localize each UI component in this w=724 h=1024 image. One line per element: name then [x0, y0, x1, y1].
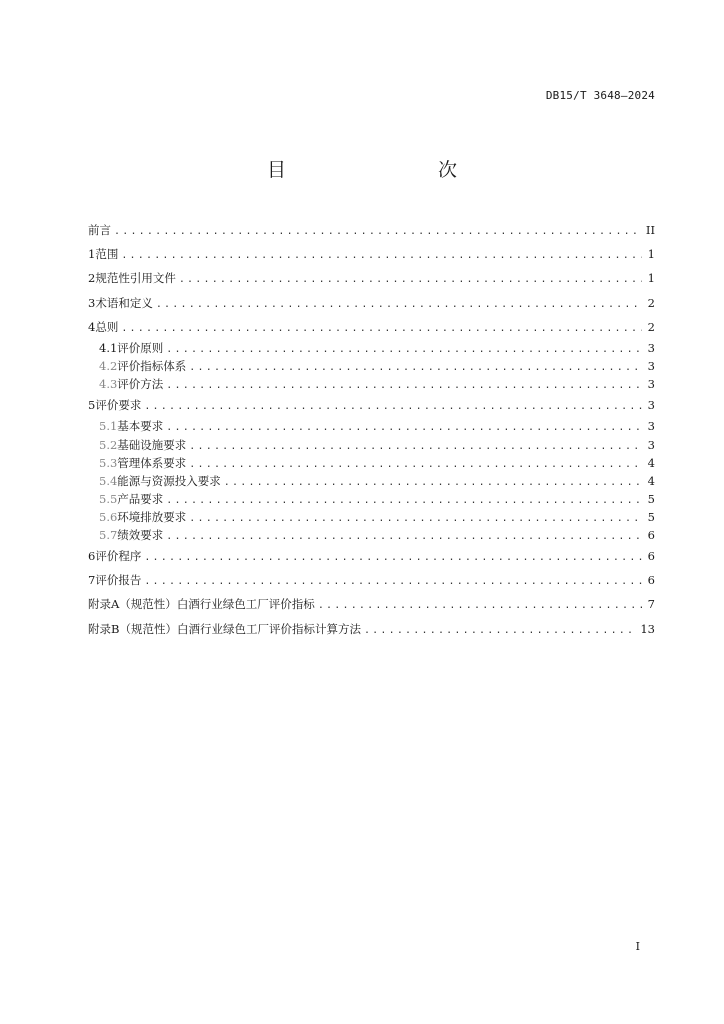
- toc-entry-5-6[interactable]: [88, 508, 655, 526]
- dot-leader: [144, 546, 642, 570]
- dot-leader: [121, 244, 642, 268]
- dot-leader: [144, 570, 642, 594]
- toc-entry-label: 评价指标体系: [117, 359, 187, 374]
- table-of-contents: [88, 218, 655, 641]
- toc-entry-5-7[interactable]: [88, 526, 655, 544]
- toc-entry-number: 7: [88, 573, 96, 588]
- toc-entry-4-2[interactable]: [88, 357, 655, 375]
- toc-entry-label: 评价原则: [117, 340, 164, 355]
- toc-entry-4-1[interactable]: [88, 339, 655, 357]
- toc-entry-3[interactable]: [88, 291, 655, 315]
- toc-entry-number: 3: [88, 295, 96, 310]
- toc-entry-label: 能源与资源投入要求: [117, 473, 221, 488]
- toc-title: 目 次: [266, 159, 495, 181]
- toc-entry-number: 5.5: [99, 491, 118, 506]
- toc-entry-label: 总则: [95, 319, 119, 334]
- dot-leader: [166, 419, 642, 437]
- toc-entry-label: 评价方法: [117, 377, 164, 392]
- dot-leader: [166, 492, 642, 510]
- toc-entry-label: 前言: [88, 223, 111, 237]
- toc-entry-page: 1: [647, 271, 655, 286]
- footer-page-number: I: [635, 940, 640, 953]
- toc-entry-number: 5.4: [99, 473, 118, 488]
- toc-entry-number: 1: [88, 247, 96, 262]
- toc-entry-page: 1: [647, 247, 655, 262]
- toc-entry-number: 4.3: [99, 377, 118, 392]
- toc-entry-page: 3: [647, 398, 655, 413]
- toc-entry-label: 基础设施要求: [117, 437, 187, 452]
- toc-entry-number: 5.2: [99, 437, 118, 452]
- dot-leader: [318, 594, 642, 618]
- dot-leader: [121, 317, 642, 341]
- toc-entry-page: 6: [647, 527, 655, 542]
- toc-entry-page: 4: [647, 473, 655, 488]
- toc-entry-page: 2: [647, 319, 655, 334]
- dot-leader: [144, 395, 642, 419]
- dot-leader: [189, 438, 642, 456]
- toc-entry-label: 环境排放要求: [117, 509, 187, 524]
- toc-entry-page: 5: [647, 509, 655, 524]
- toc-entry-number: 5.7: [99, 527, 118, 542]
- toc-entry-foreword[interactable]: [88, 218, 655, 242]
- toc-entry-page: 2: [647, 295, 655, 310]
- toc-entry-page: 3: [647, 437, 655, 452]
- toc-entry-page: 3: [647, 359, 655, 374]
- toc-entry-5-1[interactable]: [88, 417, 655, 435]
- toc-entry-label: 规范性引用文件: [95, 271, 176, 286]
- toc-entry-5-4[interactable]: [88, 472, 655, 490]
- toc-entry-label: 白酒行业绿色工厂评价指标: [176, 597, 315, 612]
- toc-entry-4[interactable]: [88, 315, 655, 339]
- toc-entry-5[interactable]: [88, 393, 655, 417]
- dot-leader: [364, 619, 637, 643]
- toc-entry-label: 基本要求: [117, 419, 164, 434]
- toc-entry-number: 5: [88, 398, 96, 413]
- toc-entry-label: 白酒行业绿色工厂评价指标计算方法: [176, 621, 361, 636]
- toc-entry-number: 5.6: [99, 509, 118, 524]
- toc-entry-page: 3: [647, 340, 655, 355]
- toc-entry-page: 3: [647, 419, 655, 434]
- dot-leader: [156, 293, 642, 317]
- toc-entry-5-3[interactable]: [88, 454, 655, 472]
- toc-entry-label: 范围: [95, 247, 119, 262]
- dot-leader: [189, 359, 642, 377]
- dot-leader: [189, 510, 642, 528]
- appendix-prefix: 附录B（规范性）: [88, 621, 177, 636]
- toc-entry-5-5[interactable]: [88, 490, 655, 508]
- toc-entry-page: 6: [647, 549, 655, 564]
- toc-entry-label: 评价要求: [95, 398, 142, 413]
- toc-entry-appendix-b[interactable]: [88, 617, 655, 641]
- toc-entry-2[interactable]: [88, 266, 655, 290]
- toc-entry-4-3[interactable]: [88, 375, 655, 393]
- toc-entry-label: 术语和定义: [95, 295, 153, 310]
- toc-entry-page: 13: [640, 621, 655, 636]
- dot-leader: [224, 474, 642, 492]
- toc-entry-page: 3: [647, 377, 655, 392]
- toc-entry-page: 6: [647, 573, 655, 588]
- toc-entry-label: 产品要求: [117, 491, 164, 506]
- toc-entry-number: 4: [88, 319, 96, 334]
- document-code: DB15/T 3648—2024: [545, 89, 655, 102]
- toc-entry-1[interactable]: [88, 242, 655, 266]
- dot-leader: [166, 341, 642, 359]
- toc-entry-page: 4: [647, 455, 655, 470]
- toc-entry-7[interactable]: [88, 568, 655, 592]
- toc-entry-page: 7: [647, 597, 655, 612]
- toc-entry-appendix-a[interactable]: [88, 592, 655, 616]
- toc-entry-number: 5.1: [99, 419, 118, 434]
- appendix-prefix: 附录A（规范性）: [88, 597, 177, 612]
- dot-leader: [166, 528, 642, 546]
- dot-leader: [189, 456, 642, 474]
- dot-leader: [179, 268, 642, 292]
- dot-leader: [114, 220, 642, 244]
- toc-entry-page: II: [645, 223, 655, 237]
- toc-entry-label: 绩效要求: [117, 527, 164, 542]
- dot-leader: [166, 377, 642, 395]
- toc-entry-number: 4.1: [99, 340, 118, 355]
- toc-entry-page: 5: [647, 491, 655, 506]
- toc-entry-label: 评价报告: [95, 573, 142, 588]
- toc-entry-6[interactable]: [88, 544, 655, 568]
- toc-entry-number: 5.3: [99, 455, 118, 470]
- toc-entry-label: 管理体系要求: [117, 455, 187, 470]
- toc-entry-number: 6: [88, 549, 96, 564]
- toc-entry-number: 2: [88, 271, 96, 286]
- toc-entry-number: 4.2: [99, 359, 118, 374]
- toc-entry-label: 评价程序: [95, 549, 142, 564]
- toc-entry-5-2[interactable]: [88, 436, 655, 454]
